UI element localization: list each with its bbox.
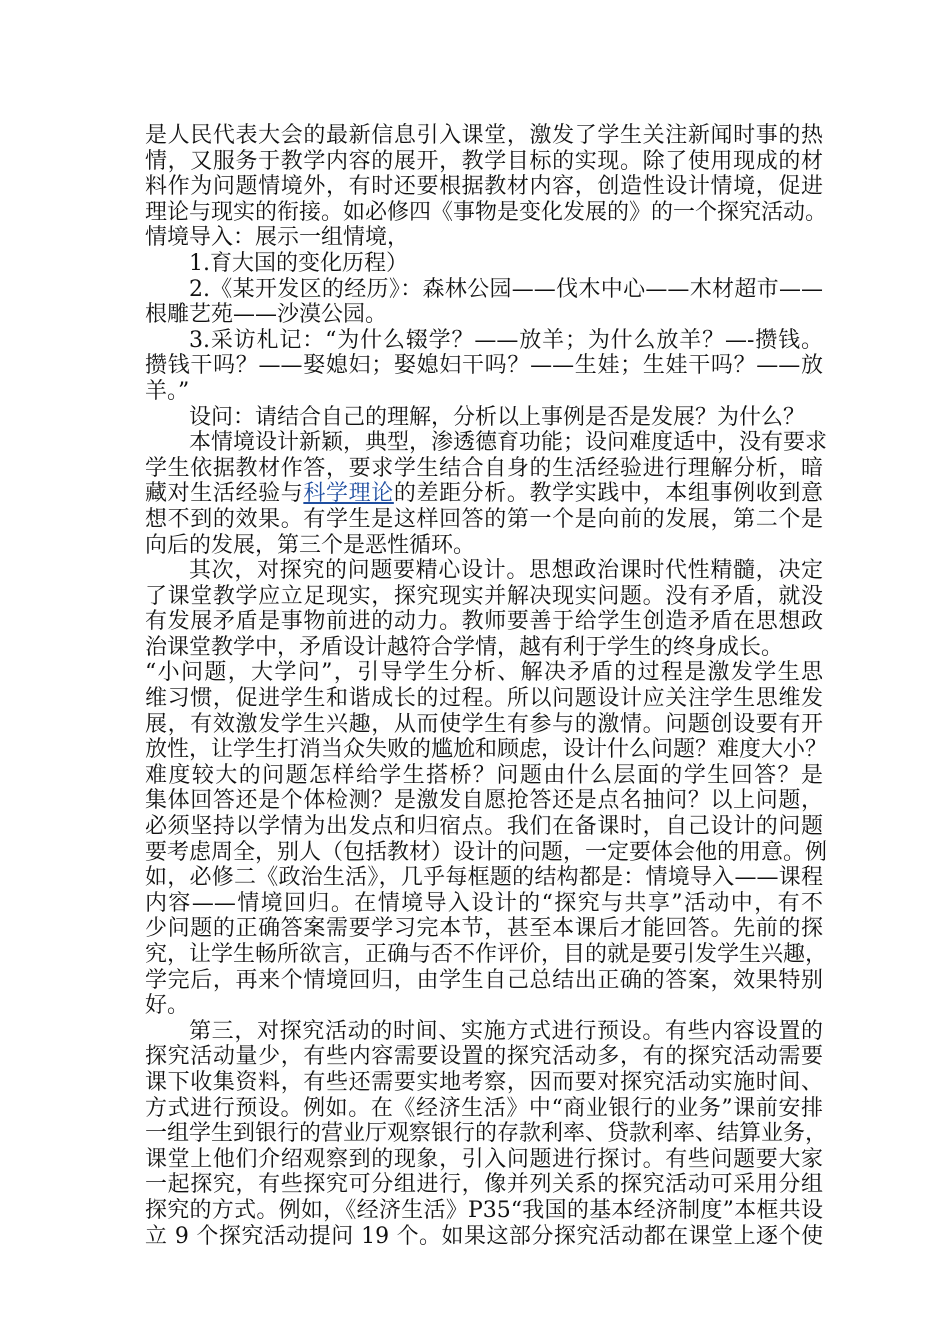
text-line: 想不到的效果。有学生是这样回答的第一个是向前的发展，第二个是 (145, 506, 823, 532)
text-line: 治课堂教学中，矛盾设计越符合学情，越有利于学生的终身成长。 (145, 634, 784, 660)
science-theory-link[interactable]: 科学理论 (303, 481, 394, 507)
text-line-with-link (145, 481, 823, 507)
text-line: 攒钱干吗？——娶媳妇；娶媳妇干吗？——生娃；生娃干吗？——放 (145, 353, 823, 379)
text-line: 究，让学生畅所欲言，正确与否不作评价，目的就是要引发学生兴趣， (145, 942, 828, 967)
text-line: 学生依据教材作答，要求学生结合自身的生活经验进行理解分析，暗 (145, 455, 823, 481)
text-line: 3.采访札记：“为什么辍学？——放羊；为什么放羊？—-攒钱。 (189, 327, 823, 353)
text-line: 料作为问题情境外，有时还要根据教材内容，创造性设计情境，促进 (145, 174, 823, 200)
text-line: 2.《某开发区的经历》：森林公园——伐木中心——木材超市—— (189, 276, 823, 302)
text-line: 维习惯，促进学生和谐成长的过程。所以问题设计应关注学生思维发 (145, 686, 823, 712)
text-line: 是人民代表大会的最新信息引入课堂，激发了学生关注新闻时事的热 (145, 123, 823, 148)
text-line: 一组学生到银行的营业厅观察银行的存款利率、贷款利率、结算业务， (145, 1121, 828, 1147)
text-line: 探究的方式。例如，《经济生活》P35“我国的基本经济制度”本框共设 (145, 1197, 823, 1223)
text-line: 要考虑周全，别人（包括教材）设计的问题，一定要体会他的用意。例 (145, 839, 828, 865)
text-line: 课堂上他们介绍观察到的现象，引入问题进行探讨。有些问题要大家 (145, 1146, 823, 1172)
text-line: 展，有效激发学生兴趣，从而使学生有参与的激情。问题创设要有开 (145, 711, 823, 737)
text-line: 学完后，再来个情境回归，由学生自己总结出正确的答案，效果特别 (145, 967, 823, 993)
text-segment: 的差距分析。教学实践中，本组事例收到意 (393, 481, 823, 507)
text-line: 课下收集资料，有些还需要实地考察，因而要对探究活动实施时间、 (145, 1069, 823, 1095)
text-line: 集体回答还是个体检测？是激发自愿抢答还是点名抽问？以上问题， (145, 788, 823, 814)
text-segment: 藏对生活经验与 (145, 481, 304, 507)
text-line: 向后的发展，第三个是恶性循环。 (145, 532, 476, 558)
text-line: 理论与现实的衔接。如必修四《事物是变化发展的》的一个探究活动。 (145, 199, 828, 225)
document-body (145, 123, 828, 1249)
text-line: 难度较大的问题怎样给学生搭桥？问题由什么层面的学生回答？是 (145, 762, 823, 788)
text-line: 设问：请结合自己的理解，分析以上事例是否是发展？为什么？ (189, 404, 806, 430)
text-line: 情，又服务于教学内容的展开，教学目标的实现。除了使用现成的材 (145, 148, 823, 174)
text-line: 好。 (145, 993, 190, 1019)
text-line: 一起探究，有些探究可分组进行，像并列关系的探究活动可采用分组 (145, 1172, 823, 1198)
text-line: 有发展矛盾是事物前进的动力。教师要善于给学生创造矛盾在思想政 (145, 609, 823, 635)
text-line: 如，必修二《政治生活》，几乎每框题的结构都是：情境导入——课程 (145, 865, 823, 891)
text-line: “小问题，大学问”，引导学生分析、解决矛盾的过程是激发学生思 (145, 660, 823, 686)
text-line: 立 9 个探究活动提问 19 个。如果这部分探究活动都在课堂上逐个使 (145, 1223, 823, 1249)
text-line: 情境导入：展示一组情境， (145, 225, 410, 251)
text-line: 内容——情境回归。在情境导入设计的“探究与共享”活动中，有不 (145, 890, 823, 916)
text-line: 第三，对探究活动的时间、实施方式进行预设。有些内容设置的 (189, 1018, 823, 1044)
text-line: 根雕艺苑——沙漠公园。 (145, 302, 388, 328)
text-line: 其次，对探究的问题要精心设计。思想政治课时代性精髓，决定 (189, 558, 823, 584)
text-line: 方式进行预设。例如。在《经济生活》中“商业银行的业务”课前安排 (145, 1095, 823, 1121)
text-line: 1.育大国的变化历程） (189, 250, 408, 276)
text-line: 放性，让学生打消当众失败的尴尬和顾虑，设计什么问题？难度大小？ (145, 737, 828, 763)
text-line: 本情境设计新颖，典型，渗透德育功能；设问难度适中，没有要求 (189, 430, 828, 456)
text-line: 必须坚持以学情为出发点和归宿点。我们在备课时，自己设计的问题 (145, 814, 823, 840)
text-line: 了课堂教学应立足现实，探究现实并解决现实问题。没有矛盾，就没 (145, 583, 823, 609)
text-line: 探究活动量少，有些内容需要设置的探究活动多，有的探究活动需要 (145, 1044, 823, 1070)
text-line: 羊。” (145, 378, 190, 404)
text-line: 少问题的正确答案需要学习完本节，甚至本课后才能回答。先前的探 (145, 916, 823, 942)
